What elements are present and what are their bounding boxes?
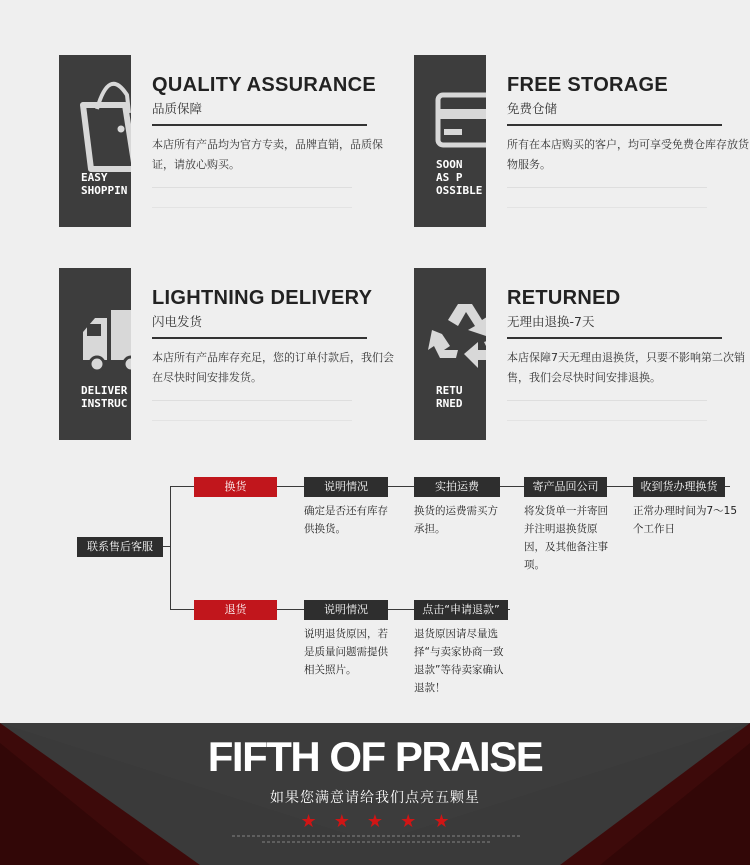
tile-text: EASY SHOPPIN bbox=[81, 171, 128, 197]
card-subtitle: 无理由退换-7天 bbox=[507, 314, 595, 329]
decorative-fine-print bbox=[262, 841, 492, 843]
return-step-1: 说明情况 bbox=[304, 600, 388, 620]
divider bbox=[507, 420, 707, 421]
divider bbox=[152, 337, 367, 339]
card-title: LIGHTNING DELIVERY bbox=[152, 287, 373, 309]
divider bbox=[507, 207, 707, 208]
card-tile bbox=[59, 55, 131, 227]
contact-support-box: 联系售后客服 bbox=[77, 537, 163, 557]
divider bbox=[152, 400, 352, 401]
return-step-2: 点击“申请退款” bbox=[414, 600, 508, 620]
card-returned bbox=[414, 268, 745, 440]
tile-text: SOON AS P OSSIBLE bbox=[436, 158, 483, 197]
return-label: 退货 bbox=[194, 600, 277, 620]
card-tile bbox=[414, 55, 486, 227]
exchange-note-1: 确定是否还有库存供换货。 bbox=[304, 505, 388, 535]
divider bbox=[152, 420, 352, 421]
exchange-label: 换货 bbox=[194, 477, 277, 497]
exchange-step-1: 说明情况 bbox=[304, 477, 388, 497]
exchange-note-2: 换货的运费需买方承担。 bbox=[414, 505, 498, 535]
star-icon: ★ bbox=[300, 811, 317, 832]
card-subtitle: 品质保障 bbox=[152, 101, 203, 116]
star-icon: ★ bbox=[333, 811, 350, 832]
tile-text: RETU RNED bbox=[436, 384, 463, 410]
star-icon: ★ bbox=[366, 811, 384, 832]
return-note-1: 说明退货原因，若是质量问题需提供相关照片。 bbox=[304, 628, 388, 676]
exchange-step-4: 收到货办理换货 bbox=[633, 477, 725, 497]
card-subtitle: 免费仓储 bbox=[507, 101, 558, 116]
card-title: RETURNED bbox=[507, 287, 621, 309]
divider bbox=[507, 337, 722, 339]
card-title: FREE STORAGE bbox=[507, 74, 669, 96]
star-icon: ★ bbox=[433, 811, 450, 832]
praise-title: FIFTH OF PRAISE bbox=[207, 733, 543, 780]
card-lightning-delivery bbox=[59, 268, 394, 440]
card-description: 本店所有产品库存充足，您的订单付款后，我们会在尽快时间安排发货。 bbox=[152, 351, 394, 384]
card-title: QUALITY ASSURANCE bbox=[152, 74, 377, 96]
divider bbox=[507, 400, 707, 401]
exchange-note-3: 将发货单一并寄回并注明退换货原因，及其他备注事项。 bbox=[524, 505, 608, 571]
shopping-bag-icon bbox=[73, 67, 131, 177]
card-free-storage bbox=[414, 55, 749, 227]
card-description: 本店所有产品均为官方专卖，品牌直销，品质保证，请放心购买。 bbox=[152, 138, 383, 171]
flow-connector bbox=[170, 486, 171, 610]
card-quality-assurance bbox=[59, 55, 383, 227]
card-description: 本店保障7天无理由退换货，只要不影响第二次销售，我们会尽快时间安排退换。 bbox=[507, 351, 745, 384]
exchange-step-3: 寄产品回公司 bbox=[524, 477, 607, 497]
divider bbox=[507, 124, 722, 126]
praise-footer bbox=[0, 723, 750, 865]
recycle-icon bbox=[428, 280, 486, 390]
rating-stars bbox=[0, 811, 750, 832]
divider bbox=[152, 207, 352, 208]
exchange-step-2: 实拍运费 bbox=[414, 477, 500, 497]
tile-text: DELIVER INSTRUC bbox=[81, 384, 128, 410]
card-subtitle: 闪电发货 bbox=[152, 314, 203, 329]
decorative-fine-print bbox=[232, 835, 522, 837]
divider bbox=[507, 187, 707, 188]
card-tile bbox=[414, 268, 486, 440]
divider bbox=[152, 124, 367, 126]
return-note-2: 退货原因请尽量选择“与卖家协商一致退款”等待卖家确认退款！ bbox=[414, 628, 504, 694]
divider bbox=[152, 187, 352, 188]
praise-subtitle: 如果您满意请给我们点亮五颗星 bbox=[270, 790, 480, 806]
exchange-note-4: 正常办理时间为7～15个工作日 bbox=[633, 505, 738, 535]
card-tile bbox=[59, 268, 131, 440]
delivery-truck-icon bbox=[73, 280, 131, 390]
star-icon: ★ bbox=[400, 811, 417, 832]
card-description: 所有在本店购买的客户，均可享受免费仓库存放货物服务。 bbox=[507, 138, 749, 171]
